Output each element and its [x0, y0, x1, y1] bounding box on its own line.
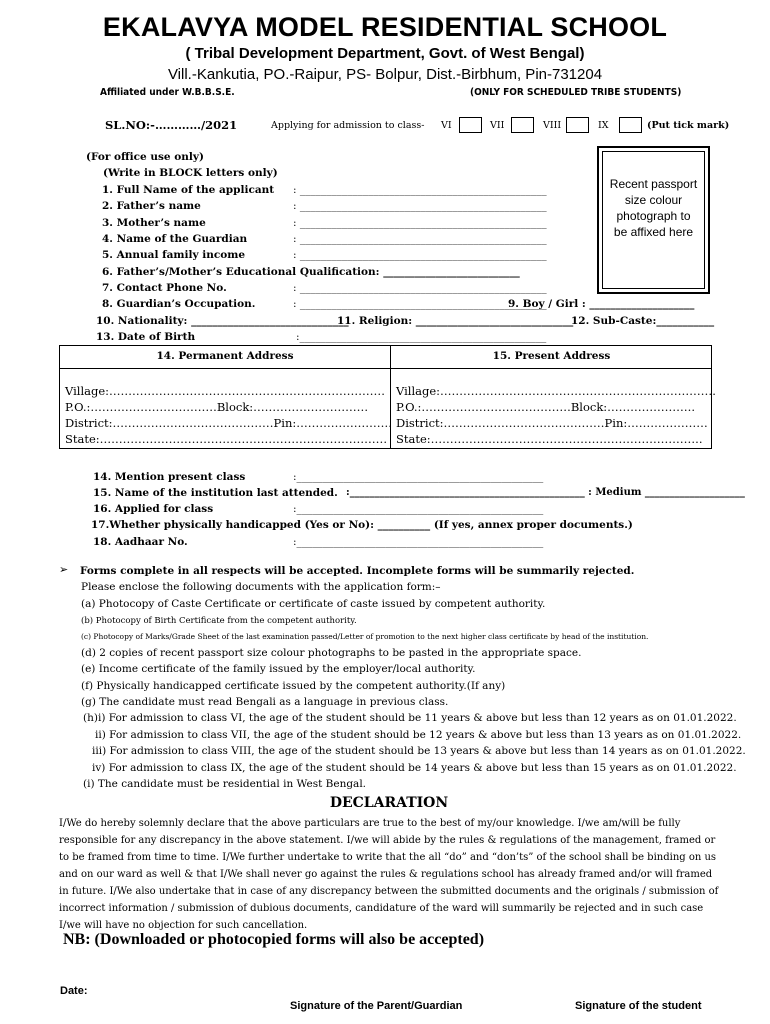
field-label-mother-name: 3. Mother’s name — [102, 217, 206, 229]
field-label-aadhaar: 18. Aadhaar No. — [93, 536, 188, 548]
present-district-pin-field[interactable]: District:……………………………………Pin:………………… — [396, 416, 708, 430]
permanent-district-pin-field[interactable]: District:……………………………………Pin:……………………. — [65, 416, 392, 430]
field-input-applied-class[interactable]: :_______________________________________________ — [293, 503, 544, 515]
present-address-header: 15. Present Address — [492, 350, 611, 362]
field-label-guardian-occupation: 8. Guardian’s Occupation. — [102, 298, 256, 310]
bullet-arrow-icon: ➢ — [59, 563, 69, 576]
field-label-dob: 13. Date of Birth — [96, 331, 196, 343]
doc-item: iv) For admission to class IX, the age of the student should be 14 years & above but less than 15 years as on 01.01.2022. — [92, 762, 737, 774]
field-input-dob[interactable]: :_______________________________________________ — [296, 331, 547, 343]
date-label: Date: — [60, 985, 88, 997]
photo-box — [597, 146, 710, 294]
present-state-field[interactable]: State:…………………………………………………………….. — [396, 432, 703, 446]
class-ix-checkbox[interactable] — [619, 117, 642, 133]
school-title: EKALAVYA MODEL RESIDENTIAL SCHOOL — [102, 12, 668, 42]
permanent-village-field[interactable]: Village:……………………………………………………………… — [65, 384, 386, 398]
field-input-guardian-name[interactable]: : _______________________________________________ — [293, 233, 547, 245]
block-letters-note: (Write in BLOCK letters only) — [103, 167, 278, 179]
field-input-guardian-occupation[interactable]: : _______________________________________________ — [293, 298, 547, 310]
department-subtitle: ( Tribal Development Department, Govt. of West Bengal) — [185, 45, 585, 62]
field-label-applicant-name: 1. Full Name of the applicant — [102, 184, 275, 196]
nb-note: NB: (Downloaded or photocopied forms will also be accepted) — [63, 931, 485, 948]
doc-item: (c) Photocopy of Marks/Grade Sheet of the last examination passed/Letter of promotion to the next higher class certificate by head of the institution. — [81, 632, 649, 641]
declaration-text: I/We do hereby solemnly declare that the above particulars are true to the best of my/our knowledge. I/we am/will be fully responsible for any discrepancy in the above statement. I/we will abide by the rules & regulations of the management, framed or to be framed from time to time. I/We further undertake to write that the all “do” and “don’ts” of the school shall be binding on us and on our ward as well & that I/We shall never go against the rules & regulations school has already framed and/or will framed in future. I/We also undertake that in case of any discrepancy between the submitted documents and the originals / submission of incorrect information / submission of dubious documents, candidature of the ward will summarily be rejected and in such case I/we will have no objection for such cancellation. — [59, 818, 719, 931]
photo-box-inner — [602, 151, 705, 289]
field-label-guardian-name: 4. Name of the Guardian — [102, 233, 248, 245]
school-address: Vill.-Kankutia, PO.-Raipur, PS- Bolpur, Dist.-Birbhum, Pin-731204 — [167, 66, 603, 83]
field-input-present-class[interactable]: :_______________________________________________ — [293, 471, 544, 483]
field-sub-caste[interactable]: 12. Sub-Caste:___________ — [571, 315, 715, 327]
field-religion[interactable]: 11. Religion: ______________________________ — [337, 315, 574, 327]
instructions-heading: Forms complete in all respects will be accepted. Incomplete forms will be summarily rejected. — [80, 565, 635, 577]
field-input-father-name[interactable]: : _______________________________________________ — [293, 200, 547, 212]
field-label-family-income: 5. Annual family income — [102, 249, 246, 261]
office-use-note: (For office use only) — [86, 151, 204, 163]
doc-item: (a) Photocopy of Caste Certificate or certificate of caste issued by competent authority. — [81, 598, 546, 610]
class-vi-checkbox[interactable] — [459, 117, 482, 133]
address-table — [59, 345, 717, 449]
field-label-last-institution: 15. Name of the institution last attended. — [93, 487, 338, 499]
serial-number: SL.NO:-…………/2021 — [105, 118, 238, 132]
present-po-block-field[interactable]: P.O.:…………………………………Block:………………….. — [396, 400, 695, 414]
doc-item: (d) 2 copies of recent passport size colour photographs to be pasted in the appropriate space. — [81, 647, 582, 659]
class-vi-label: VI — [441, 120, 452, 131]
doc-item: iii) For admission to class VIII, the age of the student should be 13 years & above but less than 14 years as on 01.01.2022. — [92, 745, 746, 757]
class-viii-checkbox[interactable] — [566, 117, 589, 133]
field-input-last-institution[interactable]: :_______________________________________________ : Medium ____________________ — [346, 487, 745, 498]
affiliation-text: Affiliated under W.B.B.S.E. — [100, 87, 235, 98]
address-table-header-divider — [60, 368, 711, 369]
applying-label: Applying for admission to class- — [271, 120, 425, 131]
doc-item: ii) For admission to class VII, the age of the student should be 12 years & above but less than 13 years as on 01.01.2022. — [95, 729, 742, 741]
doc-item: (b) Photocopy of Birth Certificate from the competent authority. — [81, 616, 357, 626]
class-vii-label: VII — [490, 120, 505, 131]
field-label-applied-class: 16. Applied for class — [93, 503, 214, 515]
field-input-family-income[interactable]: : _______________________________________________ — [293, 249, 547, 261]
permanent-po-block-field[interactable]: P.O.:……………………………Block:………………………… — [65, 400, 369, 414]
class-ix-label: IX — [598, 120, 609, 131]
doc-item: (e) Income certificate of the family issued by the employer/local authority. — [81, 663, 476, 675]
class-viii-label: VIII — [543, 120, 562, 131]
photo-instruction: Recent passport size colour photograph to be affixed here — [609, 177, 698, 239]
present-village-field[interactable]: Village:……………………………………………………………… — [396, 384, 717, 398]
doc-item: (i) The candidate must be residential in West Bengal. — [83, 778, 367, 790]
field-label-contact-phone: 7. Contact Phone No. — [102, 282, 227, 294]
class-vii-checkbox[interactable] — [511, 117, 534, 133]
field-physically-handicapped[interactable]: 17.Whether physically handicapped (Yes or No): __________ (If yes, annex proper documents.) — [91, 519, 633, 531]
permanent-address-header: 14. Permanent Address — [156, 350, 294, 362]
parent-signature-label: Signature of the Parent/Guardian — [290, 1000, 463, 1012]
st-only-note: (ONLY FOR SCHEDULED TRIBE STUDENTS) — [470, 87, 682, 98]
field-input-contact-phone[interactable]: : _______________________________________________ — [293, 282, 547, 294]
field-gender[interactable]: 9. Boy / Girl : ____________________ — [508, 298, 695, 310]
field-nationality[interactable]: 10. Nationality: ______________________________ — [96, 315, 349, 327]
doc-item: (h)i) For admission to class VI, the age of the student should be 11 years & above but less than 12 years as on 01.01.2022. — [83, 712, 737, 724]
enclose-note: Please enclose the following documents with the application form:– — [81, 581, 441, 593]
doc-item: (f) Physically handicapped certificate issued by the competent authority.(If any) — [81, 680, 506, 692]
field-label-present-class: 14. Mention present class — [93, 471, 246, 483]
field-input-aadhaar[interactable]: :_______________________________________________ — [293, 536, 544, 548]
field-parent-qualification[interactable]: 6. Father’s/Mother’s Educational Qualification: __________________________ — [102, 266, 520, 278]
declaration-heading: DECLARATION — [329, 795, 449, 811]
doc-item: (g) The candidate must read Bengali as a language in previous class. — [81, 696, 449, 708]
field-input-applicant-name[interactable]: : _______________________________________________ — [293, 184, 547, 196]
tick-mark-note: (Put tick mark) — [647, 120, 730, 131]
field-label-father-name: 2. Father’s name — [102, 200, 201, 212]
field-input-mother-name[interactable]: : _______________________________________________ — [293, 217, 547, 229]
student-signature-label: Signature of the student — [575, 1000, 702, 1012]
permanent-state-field[interactable]: State:………………………………………………………………… — [65, 432, 388, 446]
